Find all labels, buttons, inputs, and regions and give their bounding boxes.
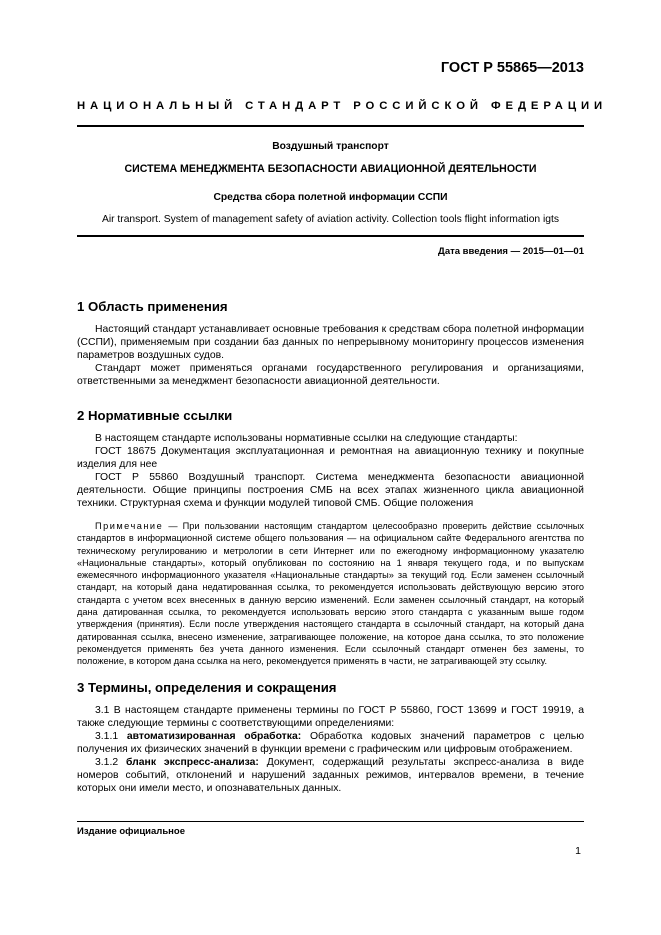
section-2-para-3: ГОСТ Р 55860 Воздушный транспорт. Система менеджмента безопасности авиационной деятельности. Общие принципы построения СМБ на всех этапах жизненного цикла авиационной техники. Структурная схема и функции модулей типовой СМБ. Общие положения [77, 472, 584, 509]
introduction-date: Дата введения — 2015—01—01 [438, 246, 584, 257]
section-2-note [77, 520, 584, 668]
national-standard-title: НАЦИОНАЛЬНЫЙ СТАНДАРТ РОССИЙСКОЙ ФЕДЕРАЦИИ [77, 100, 608, 112]
title-line-2: СИСТЕМА МЕНЕДЖМЕНТА БЕЗОПАСНОСТИ АВИАЦИОННОЙ ДЕЯТЕЛЬНОСТИ [124, 163, 537, 175]
standard-code: ГОСТ Р 55865—2013 [440, 60, 584, 76]
title-english: Air transport. System of management safety of aviation activity. Collection tools flight information igts [101, 214, 560, 225]
term-3-1-2: 3.1.2 бланк экспресс-анализа: Документ, содержащий результаты экспресс-анализа в виде номеров событий, отклонений и нарушений заданных режимов, интервалов времени, в течение которых они имели место, и опознавательных данных. [77, 757, 584, 794]
title-rule [77, 235, 584, 237]
section-1-heading: 1 Область применения [77, 299, 228, 314]
header-rule [77, 125, 584, 127]
note-label: Примечание [95, 521, 164, 531]
section-3-body [77, 704, 584, 795]
page-number: 1 [575, 845, 581, 857]
section-2-para-2: ГОСТ 18675 Документация эксплуатационная и ремонтная на авиационную технику и покупные изделия для нее [77, 446, 584, 470]
section-1-para-1: Настоящий стандарт устанавливает основные требования к средствам сбора полетной информации (ССПИ), применяемым при создании баз данных по непрерывному мониторингу процессов изменения параметров воздушных судов. [77, 324, 584, 361]
title-line-1: Воздушный транспорт [272, 141, 389, 152]
footer-rule [77, 821, 584, 822]
section-1-body [77, 323, 584, 388]
section-3-heading: 3 Термины, определения и сокращения [77, 680, 337, 695]
title-line-3: Средства сбора полетной информации ССПИ [213, 192, 448, 203]
term-3-1-1: 3.1.1 автоматизированная обработка: Обработка кодовых значений параметров с целью получения их физических значений в функции времени с графическим или цифровым отображением. [77, 731, 585, 755]
section-2-heading: 2 Нормативные ссылки [77, 408, 233, 423]
note-text: — При пользовании настоящим стандартом целесообразно проверить действие ссылочных стандартов в информационной системе общего пользования — на официальном сайте Федерального агентства по техническому регулированию и метрологии в сети Интернет или по ежегодному информационному указателю «Национальные стандарты», который опубликован по состоянию на 1 января текущего года, и по выпускам ежемесячного информационного указателя «Национальные стандарты» за текущий год. Если заменен ссылочный стандарт, на который дана недатированная ссылка, то рекомендуется использовать действующую версию этого стандарта с учетом всех внесенных в данную версию изменений. Если заменен ссылочный стандарт, на который дана датированная ссылка, то рекомендуется использовать версию этого стандарта с указанным выше годом утверждения (принятия). Если после утверждения настоящего стандарта в ссылочный стандарт, на который дана датированная ссылка, внесено изменение, затрагивающее положение, на которое дана ссылка, то это положение рекомендуется применять без учета данного изменения. Если ссылочный стандарт отменен без замены, то положение, в котором дана ссылка на него, рекомендуется применять в части, не затрагивающей эту ссылку. [77, 521, 584, 667]
section-1-para-2: Стандарт может применяться органами государственного регулирования и организациями, ответственными за менеджмент безопасности авиационной деятельности. [77, 363, 584, 387]
section-2-body [77, 432, 584, 510]
official-edition: Издание официальное [77, 826, 185, 837]
section-3-para-1: 3.1 В настоящем стандарте применены термины по ГОСТ Р 55860, ГОСТ 13699 и ГОСТ 19919, а также следующие термины с соответствующими определениями: [77, 705, 584, 729]
section-2-para-1: В настоящем стандарте использованы нормативные ссылки на следующие стандарты: [95, 433, 518, 444]
